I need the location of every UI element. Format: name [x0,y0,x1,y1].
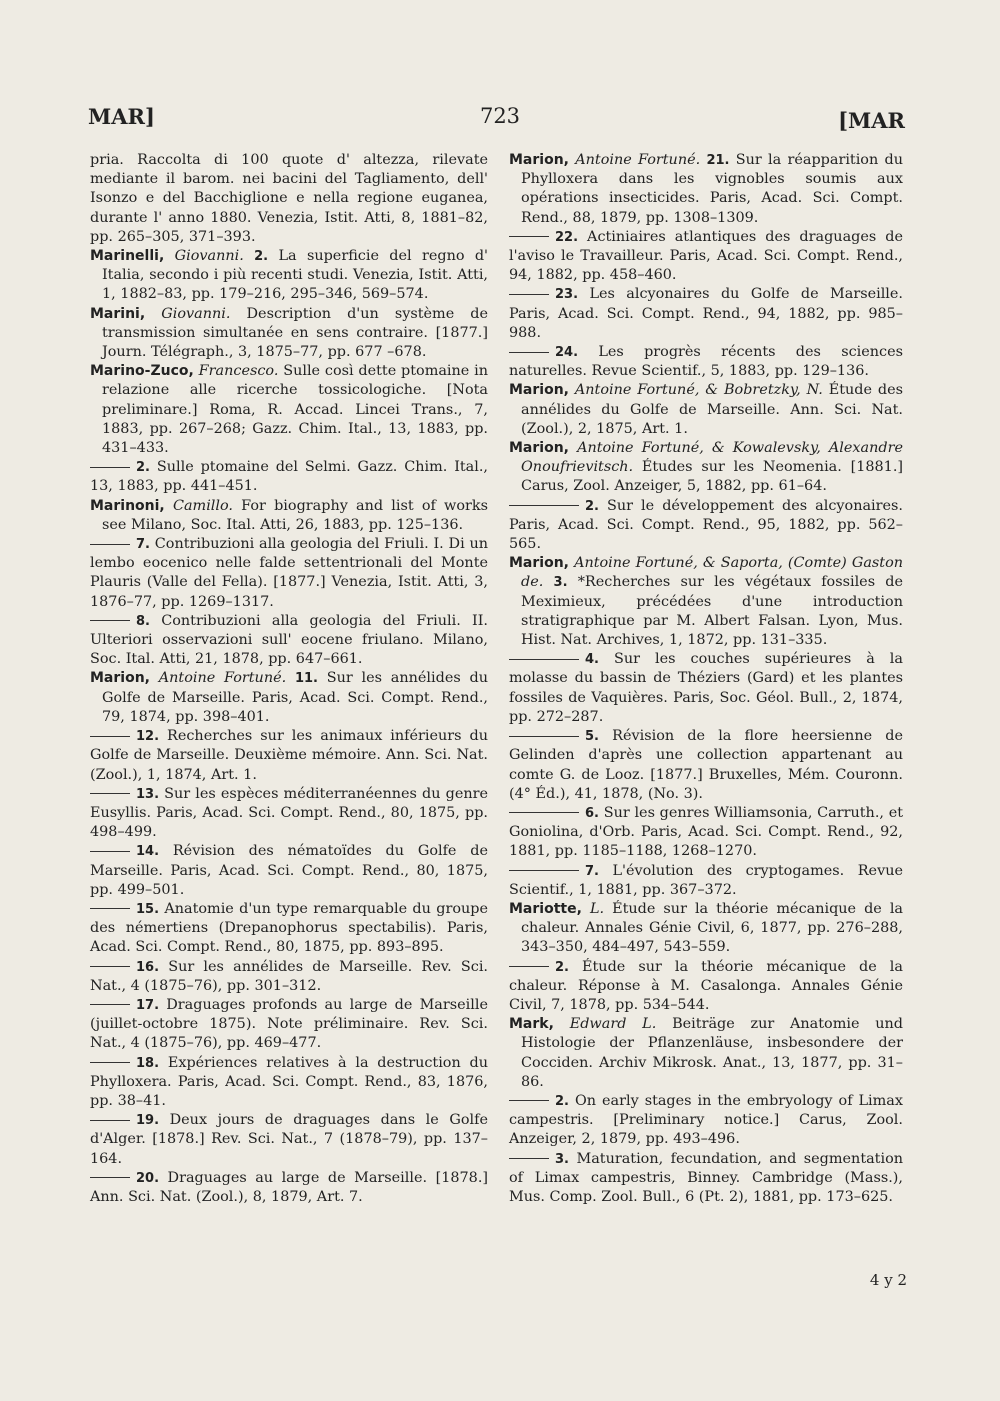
entry-text: Sur les couches supérieures à la molasse du bassin de Théziers (Gard) et les plantes fossiles de Vaquières. Paris, Soc. Géol. Bull., 2, 1874, pp. 272–287. [509,651,903,725]
entry-number: 24. [555,345,579,361]
author-first-name: Giovanni. [161,305,231,322]
bibliography-entry [90,535,488,612]
entry-text: Étude sur la théorie mécanique de la chaleur. Réponse à M. Casalonga. Annales Génie Civil, 7, 1878, pp. 534–544. [509,958,903,1013]
right-column [509,151,903,1207]
entry-text: Sur les annélides de Marseille. Rev. Sci. Nat., 4 (1875–76), pp. 301–312. [90,958,489,994]
entry-text: Deux jours de draguages dans le Golfe d'Alger. [1878.] Rev. Sci. Nat., 7 (1878–79), pp. 137–164. [90,1112,488,1167]
entry-number: 2. [555,959,569,975]
bibliography-entry [90,1054,488,1112]
entry-text: Expériences relatives à la destruction du Phylloxera. Paris, Acad. Sci. Compt. Rend., 83, 1876, pp. 38–41. [90,1054,489,1109]
entry-text: Maturation, fecundation, and segmentation of Limax campestris, Binney. Cambridge (Mass.), Mus. Comp. Zool. Bull., 6 (Pt. 2), 1881, pp. 173–625. [509,1150,903,1205]
bibliography-entry [509,900,903,958]
entry-number: 13. [136,786,160,802]
entry-text: Études sur les Neomenia. [1881.] Carus, Zool. Anzeiger, 5, 1882, pp. 61–64. [521,459,904,495]
ditto-rule [90,1062,130,1063]
ditto-rule [509,870,579,871]
bibliography-entry [509,804,903,862]
entry-number: 11. [294,671,318,687]
bibliography-entry [90,842,488,900]
entry-text: Les alcyonaires du Golfe de Marseille. Paris, Acad. Sci. Compt. Rend., 94, 1882, pp. 985–988. [509,286,903,341]
entry-text: *Recherches sur les végétaux fossiles de Meximieux, précédées d'une introduction stratigraphique par M. Albert Falsan. Lyon, Mus. Hist. Nat. Archives, 1, 1872, pp. 131–335. [521,574,904,649]
author-first-name: Antoine Fortuné, & Bobretzky, N. [574,382,823,399]
ditto-rule [90,1120,130,1121]
author-name: Marion, [509,382,569,399]
bibliography-entry [90,996,488,1054]
header-left: MAR] [88,104,155,129]
entry-text: Draguages au large de Marseille. [1878.] Ann. Sci. Nat. (Zool.), 8, 1879, Art. 7. [90,1169,489,1205]
entry-number: 21. [706,153,730,168]
signature-mark: 4 y 2 [869,1271,907,1289]
ditto-rule [90,736,130,737]
entry-text: On early stages in the embryology of Limax campestris. [Preliminary notice.] Carus, Zool. Anzeiger, 2, 1879, pp. 493–496. [509,1092,903,1148]
bibliography-entry [90,785,488,843]
author-name: Mariotte, [509,900,582,917]
page-header [0,98,1000,138]
bibliography-entry [509,151,903,228]
bibliography-entry [509,862,903,900]
entry-text: Anatomie d'un type remarquable du groupe des némertiens (Drepanophorus spectabilis). Paris, Acad. Sci. Compt. Rend., 80, 1875, pp. 893–895. [90,900,488,956]
author-name: Marinoni, [90,497,165,514]
ditto-rule [90,793,130,794]
entry-text: Sur la réapparition du Phylloxera dans les vignobles soumis aux opérations insecticides. Paris, Acad. Sci. Compt. Rend., 88, 1879, pp. 1308–1309. [521,152,903,226]
entry-number: 15. [136,901,160,917]
entry-number: 16. [136,959,160,975]
entry-text: pria. Raccolta di 100 quote d' altezza, rilevate mediante il barom. nei bacini del Tagliamento, dell' Isonzo e del Bacchiglione e nella regione euganea, durante l' anno 1880. Venezia, Istit. Atti, 8, 1881–82, pp. 265–305, 371–393. [90,152,488,245]
author-first-name: Giovanni. [174,248,244,265]
entry-text: Étude sur la théorie mécanique de la chaleur. Annales Génie Civil, 6, 1877, pp. 276–288, 343–350, 484–497, 543–559. [521,900,904,956]
bibliography-entry [509,439,903,497]
entry-number: 7. [585,863,599,879]
ditto-rule [90,908,130,909]
entry-text: Révision de la flore heersienne de Gelinden d'après une collection appartenant au comte G. de Looz. [1877.] Bruxelles, Mém. Couronn. (4° Éd.), 41, 1878, (No. 3). [509,728,903,802]
entry-text: Draguages profonds au large de Marseille (juillet-octobre 1875). Note préliminaire. Rev. Sci. Nat., 4 (1875–76), pp. 469–477. [90,996,488,1052]
bibliography-entry [90,669,488,727]
ditto-rule [509,352,549,353]
entry-text: Contribuzioni alla geologia del Friuli. II. Ulteriori osservazioni sull' eocene friulano. Milano, Soc. Ital. Atti, 21, 1878, pp. 647–661. [90,612,488,668]
ditto-rule [90,1177,130,1178]
author-first-name: Antoine Fortuné. [158,670,287,687]
page-number: 723 [479,104,521,128]
bibliography-entry [509,1092,903,1150]
ditto-rule [509,812,579,813]
entry-number: 5. [585,729,599,745]
entry-text: Contribuzioni alla geologia del Friuli. I. Di un lembo eocenico nelle falde settentrionali del Monte Plauris (Valle del Fella). [1877.] Venezia, Istit. Atti, 3, 1876–77, pp. 1269–1317. [90,536,489,610]
ditto-rule [90,467,130,468]
author-first-name: Francesco. [198,363,279,380]
entry-number: 12. [136,729,160,745]
ditto-rule [90,851,130,852]
ditto-rule [509,505,579,506]
bibliography-entry [90,900,488,958]
author-name: Marino-Zuco, [90,363,194,380]
entry-number: 18. [136,1055,160,1071]
entry-number: 2. [254,249,269,265]
entry-text: L'évolution des cryptogames. Revue Scientif., 1, 1881, pp. 367–372. [509,862,903,898]
author-first-name: Antoine Fortuné, & Kowalevsky, Alexandre Onoufrievitsch. [521,440,903,476]
author-first-name: L. [589,900,605,917]
ditto-rule [90,620,130,621]
bibliography-entry [509,1150,903,1208]
entry-number: 7. [136,537,150,553]
author-name: Marion, [509,555,569,572]
entry-text: Les progrès récents des sciences naturelles. Revue Scientif., 5, 1883, pp. 129–136. [509,344,903,380]
entry-text: La superficie del regno d' Italia, secondo i più recenti studi. Venezia, Istit. Atti, 1, 1882–83, pp. 179–216, 295–346, 569–574. [102,248,489,303]
bibliography-entry [90,362,488,458]
entry-text: Description d'un système de transmission simultanée en sens contraire. [1877.] Journ. Télégraph., 3, 1875–77, pp. 677 –678. [102,305,489,361]
bibliography-entry [90,727,488,785]
entry-text: Actiniaires atlantiques des draguages de l'aviso le Travailleur. Paris, Acad. Sci. Compt. Rend., 94, 1882, pp. 458–460. [509,228,904,284]
author-name: Marion, [509,152,569,168]
entry-number: 3. [553,575,568,591]
bibliography-entry [509,727,903,804]
entry-text: Sur les annélides du Golfe de Marseille. Paris, Acad. Sci. Compt. Rend., 79, 1874, pp. 398–401. [102,670,488,725]
ditto-rule [509,659,579,660]
bibliography-entry [90,1111,488,1169]
ditto-rule [509,236,549,237]
entry-number: 17. [136,997,160,1013]
ditto-rule [509,294,549,295]
entry-text: Sulle così dette ptomaine in relazione alle ricerche tossicologiche. [Nota preliminare.] Roma, R. Accad. Lincei Trans., 7, 1883, pp. 267–268; Gazz. Chim. Ital., 13, 1883, pp. 431–433. [102,363,489,457]
entry-text: Sur les espèces méditerranéennes du genre Eusyllis. Paris, Acad. Sci. Compt. Rend., 80, 1875, pp. 498–499. [90,785,488,841]
bibliography-entry [509,343,903,381]
bibliography-entry [90,458,488,496]
entry-number: 19. [136,1113,160,1129]
entry-number: 23. [555,287,579,303]
bibliography-entry [90,1169,488,1207]
entry-number: 2. [585,498,599,514]
bibliography-entry [509,497,903,555]
entry-number: 14. [136,844,160,860]
author-name: Marion, [90,670,150,687]
entry-number: 2. [136,460,150,476]
entry-number: 22. [555,229,579,245]
author-name: Marion, [509,440,569,457]
entry-number: 2. [555,1093,569,1109]
entry-number: 3. [555,1151,569,1167]
author-first-name: Camillo. [172,497,233,514]
bibliography-entry [509,650,903,727]
bibliography-entry [509,1015,903,1092]
entry-number: 20. [136,1170,160,1186]
author-name: Mark, [509,1016,554,1033]
ditto-rule [90,544,130,545]
bibliography-entry [90,612,488,670]
entry-number: 6. [585,805,599,821]
author-name: Marinelli, [90,248,165,265]
entry-text: Étude des annélides du Golfe de Marseille. Ann. Sci. Nat. (Zool.), 2, 1875, Art. 1. [521,382,903,437]
bibliography-entry [90,497,488,535]
bibliography-entry [509,554,903,650]
left-column [90,151,488,1207]
author-first-name: Antoine Fortuné, & Saporta, (Comte) Gaston de. [521,555,904,591]
entry-text: Sulle ptomaine del Selmi. Gazz. Chim. Ital., 13, 1883, pp. 441–451. [90,459,488,495]
bibliography-entry [90,151,488,247]
bibliography-entry [509,285,903,343]
bibliography-entry [90,247,488,305]
entry-number: 8. [136,613,150,629]
ditto-rule [90,966,130,967]
entry-text: Recherches sur les animaux inférieurs du Golfe de Marseille. Deuxième mémoire. Ann. Sci. Nat. (Zool.), 1, 1874, Art. 1. [90,728,489,783]
author-first-name: Antoine Fortuné. [575,152,701,168]
author-first-name: Edward L. [569,1016,657,1033]
bibliography-entry [90,958,488,996]
entry-number: 4. [585,652,599,668]
bibliography-entry [509,228,903,286]
ditto-rule [509,1100,549,1101]
bibliography-entry [509,958,903,1016]
entry-text: Sur le développement des alcyonaires. Paris, Acad. Sci. Compt. Rend., 95, 1882, pp. 562–565. [509,497,903,553]
entry-text: Beiträge zur Anatomie und Histologie der Pflanzenläuse, insbesondere der Cocciden. Archiv Mikrosk. Anat., 13, 1877, pp. 31–86. [521,1016,903,1090]
ditto-rule [509,1158,549,1159]
entry-text: Révision des nématoïdes du Golfe de Marseille. Paris, Acad. Sci. Compt. Rend., 80, 1875, pp. 499–501. [90,843,488,898]
entry-text: For biography and list of works see Milano, Soc. Ital. Atti, 26, 1883, pp. 125–136. [102,497,488,533]
author-name: Marini, [90,305,146,322]
bibliography-entry [90,305,488,363]
ditto-rule [90,1004,130,1005]
ditto-rule [509,966,549,967]
ditto-rule [509,736,579,737]
header-right: [MAR [838,108,905,133]
entry-text: Sur les genres Williamsonia, Carruth., et Goniolina, d'Orb. Paris, Acad. Sci. Compt. Rend., 92, 1881, pp. 1185–1188, 1268–1270. [509,804,903,860]
bibliography-entry [509,381,903,439]
